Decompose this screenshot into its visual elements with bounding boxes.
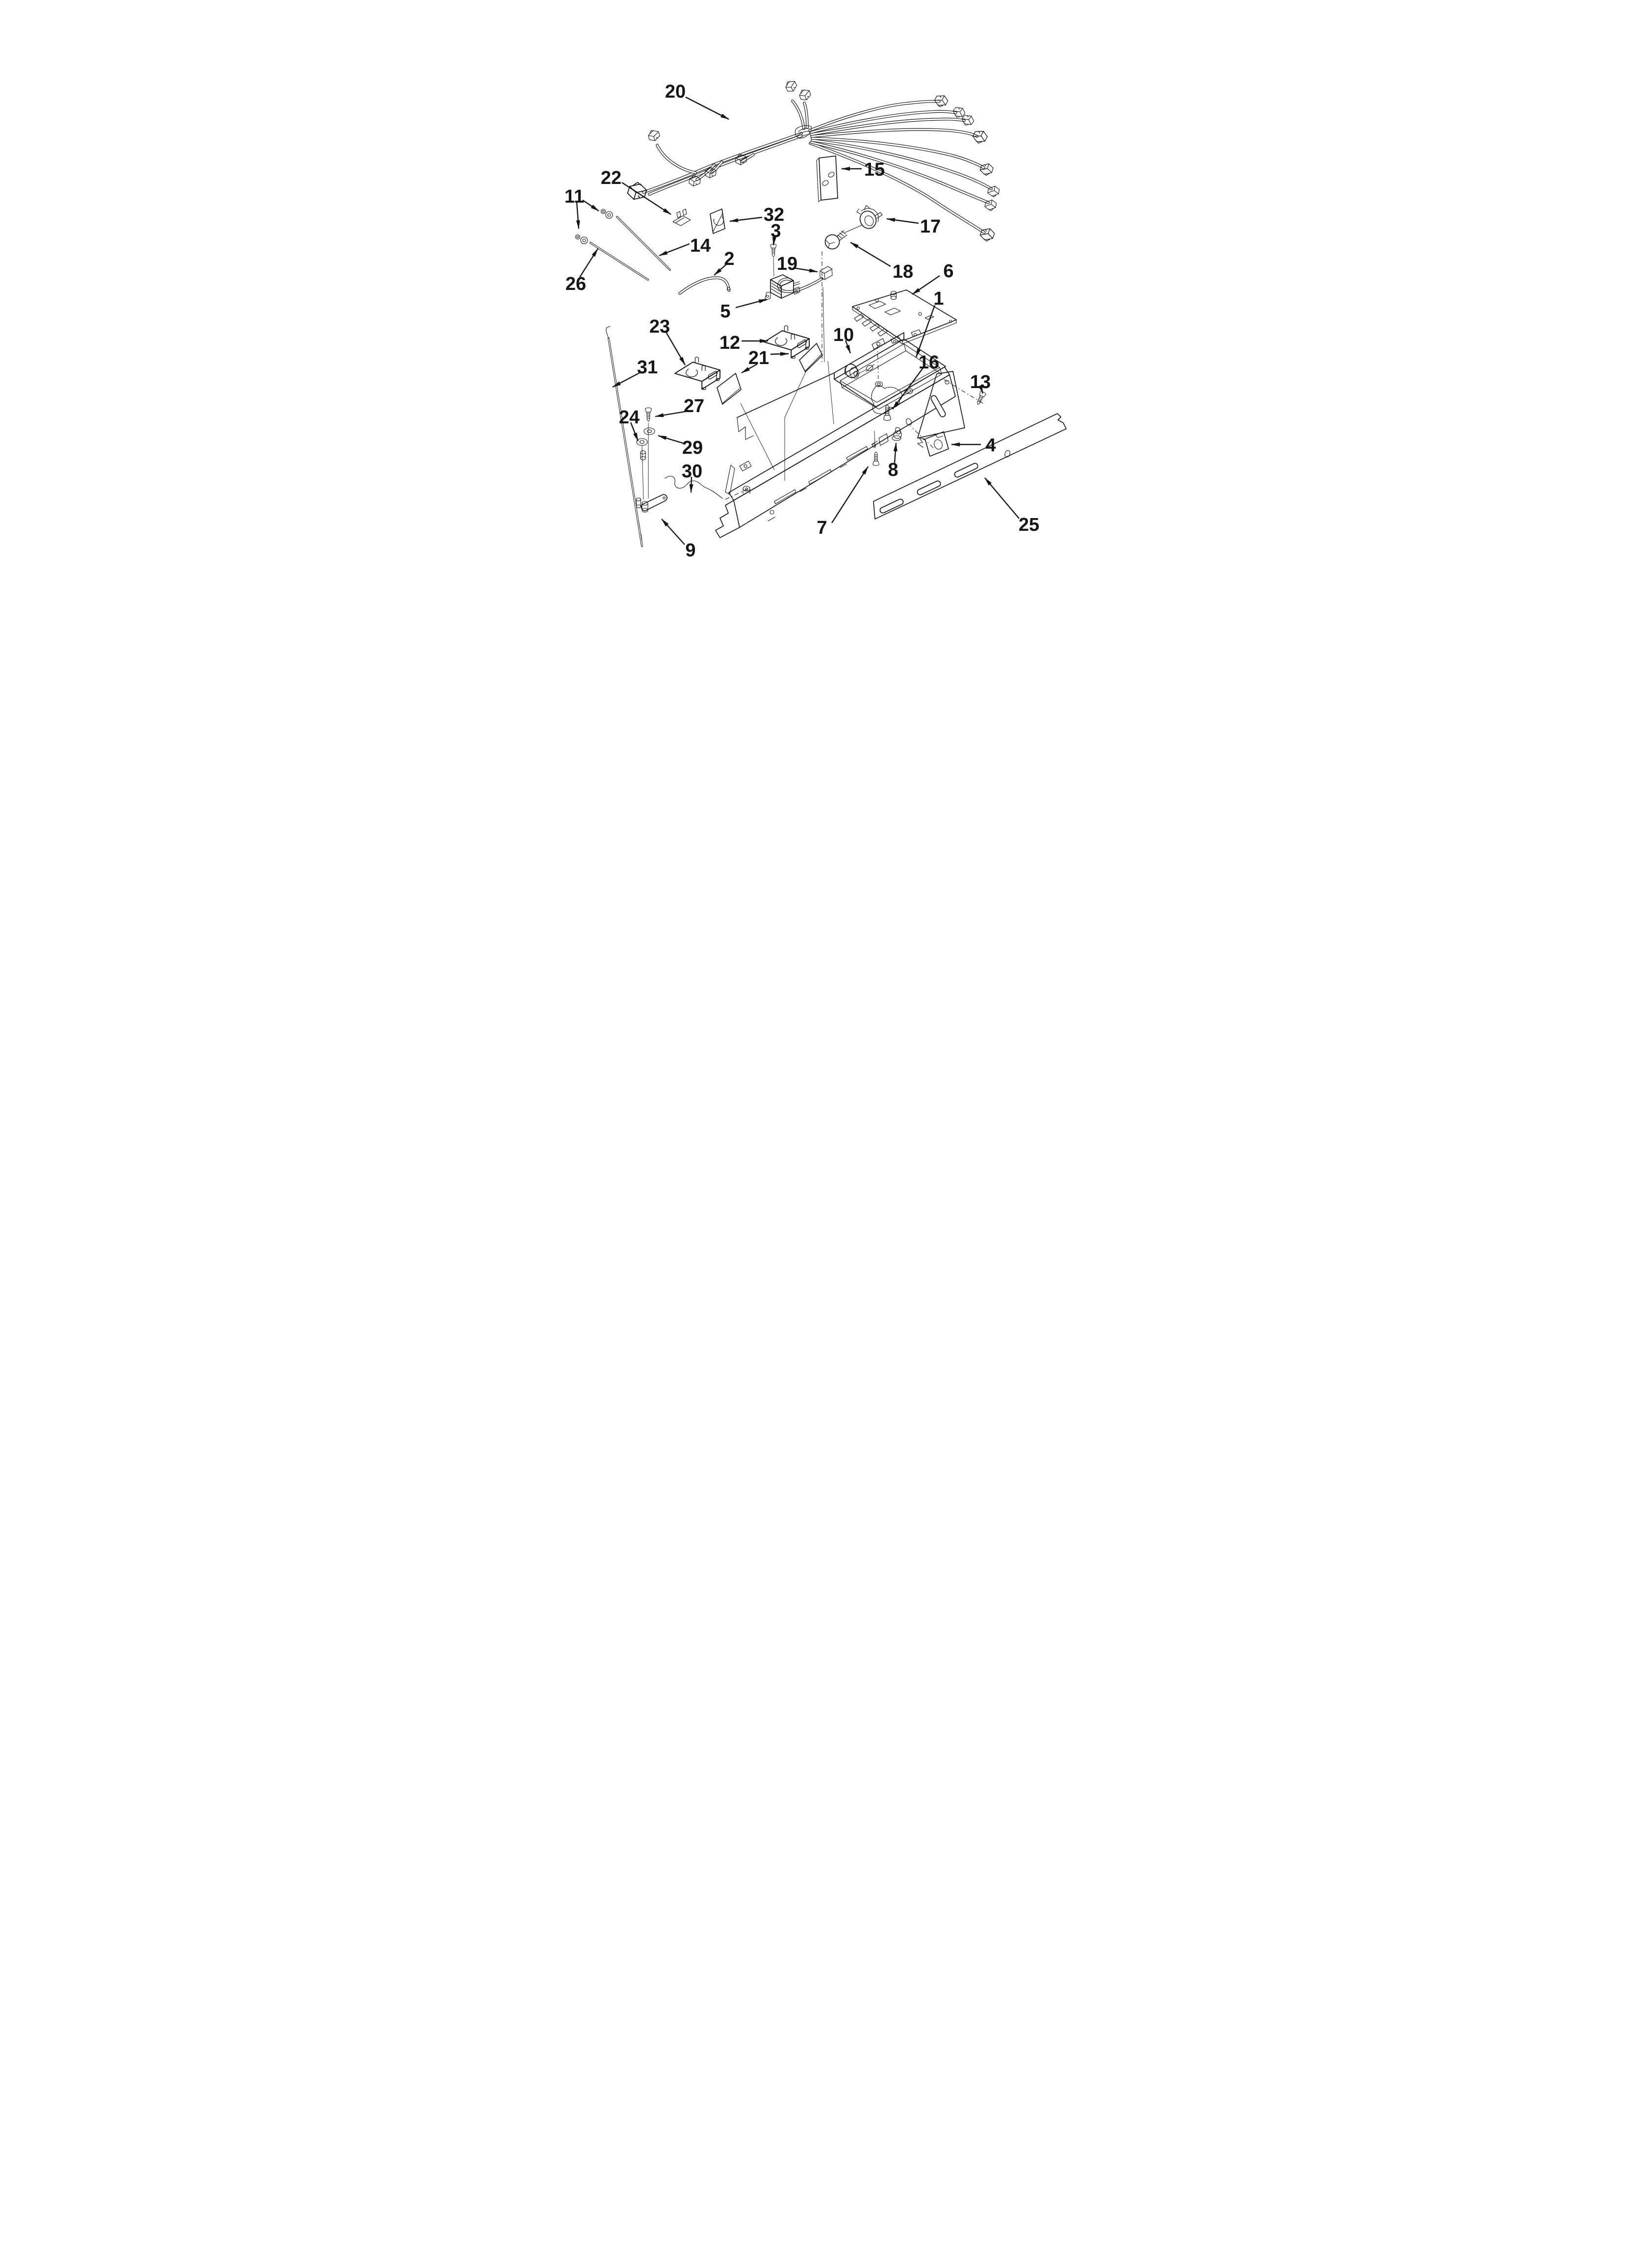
part-14-rod [617,217,670,270]
part-20-wire-harness [626,79,1000,243]
part-18-light-bulb [825,231,847,249]
callout-label: 17 [920,216,941,237]
part-21-labels [717,343,834,481]
callout-arrow [659,244,690,256]
callout-arrow [887,219,919,223]
callout-label: 16 [918,352,940,373]
part-13-screw [975,391,986,406]
callout-label: 6 [943,261,954,282]
callout-10 [833,325,854,353]
callout-arrow [658,436,686,444]
part-11-grommets [576,209,613,244]
callout-29 [658,436,703,458]
part-32-switch [710,209,725,234]
callout-13 [970,372,991,393]
callout-label: 1 [933,288,944,309]
part-22-clip [673,209,691,226]
callout-label: 7 [817,518,827,538]
callout-label: 11 [564,186,585,207]
callout-label: 22 [600,168,622,188]
callout-arrow [666,332,685,365]
callout-17 [887,216,941,237]
callout-24 [619,407,640,441]
callout-arrow [662,519,685,545]
part-9-lever [637,495,667,512]
part-3-screw [770,244,776,276]
callout-3 [770,221,781,245]
callout-label: 31 [637,357,658,378]
callout-18 [850,242,913,282]
callout-arrow [736,299,767,308]
callout-label: 27 [683,396,705,417]
callout-label: 29 [682,438,703,458]
part-26-rod [590,243,648,280]
callout-arrow [580,249,598,277]
callout-21 [742,348,789,373]
part-2-tube [680,278,731,293]
part-25-mounting-strip [873,414,1066,519]
callout-20 [665,81,729,119]
callout-label: 24 [618,407,640,428]
part-7-screw [873,431,879,466]
callout-label: 15 [864,159,885,180]
callout-8 [888,443,898,480]
callout-label: 19 [776,254,798,274]
callout-25 [985,478,1039,535]
callout-27 [655,396,704,417]
callout-label: 12 [719,333,741,353]
part-5-transformer [765,275,800,301]
callout-label: 5 [720,301,731,322]
part-15-plate [817,156,838,202]
callout-label: 3 [770,221,781,241]
callouts [564,81,1039,561]
callout-arrow [850,242,891,266]
callout-label: 2 [724,249,735,269]
part-23-bracket [675,357,720,390]
callout-label: 26 [565,274,587,294]
callout-30 [682,461,702,493]
callout-6 [912,261,954,294]
callout-7 [817,467,868,538]
callout-arrow [730,217,762,221]
diagram-page [547,0,1095,756]
callout-arrow [686,97,729,119]
part-29-washer [644,428,655,435]
callout-arrow [985,478,1019,519]
callout-arrow [893,368,923,409]
part-24-washer [637,439,647,499]
callout-4 [951,435,996,456]
callout-label: 32 [763,205,785,225]
callout-label: 30 [681,461,703,482]
part-10-grommet [844,363,860,379]
callout-label: 23 [649,316,670,337]
callout-label: 8 [888,460,898,480]
part-17-lamp-socket [845,206,882,233]
callout-9 [662,519,696,561]
callout-label: 4 [985,435,996,456]
part-27-screw [645,408,652,498]
callout-5 [720,299,767,322]
part-4-switch [918,432,949,456]
callout-26 [565,249,598,294]
callout-arrow [832,467,868,523]
callout-11 [564,186,599,229]
callout-31 [613,357,658,387]
callout-label: 10 [833,325,854,345]
callout-2 [714,249,735,275]
callout-arrow [613,373,640,387]
callout-15 [842,159,885,180]
callout-label: 20 [665,81,686,102]
callout-label: 13 [970,372,991,392]
callout-label: 21 [748,348,770,368]
exploded-parts-diagram [547,0,1095,756]
callout-label: 14 [690,235,711,256]
callout-arrow [583,200,599,211]
callout-label: 9 [685,540,696,561]
callout-14 [659,235,711,256]
callout-label: 25 [1018,515,1040,535]
callout-label: 18 [892,261,914,282]
callout-19 [777,254,818,274]
